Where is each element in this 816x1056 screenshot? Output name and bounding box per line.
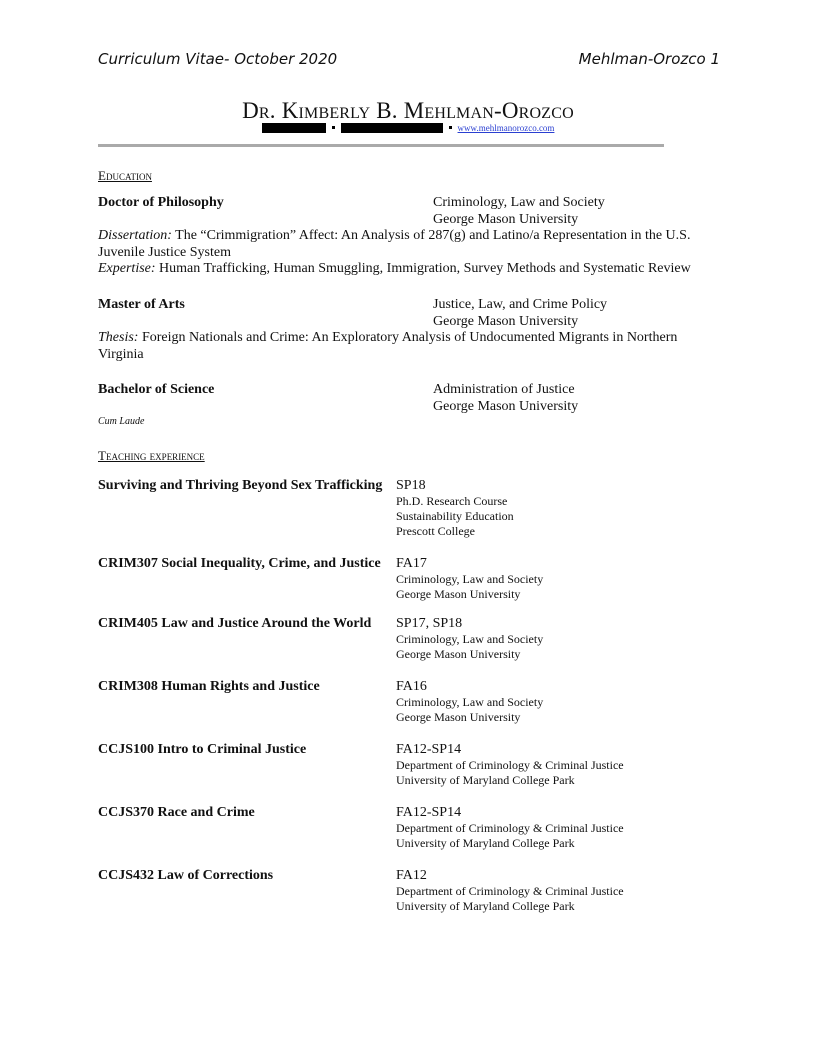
course-details bbox=[396, 821, 624, 851]
course-detail-line: Prescott College bbox=[396, 524, 475, 538]
degree-school: George Mason University bbox=[433, 398, 579, 414]
course-detail-line: Department of Criminology & Criminal Justice bbox=[396, 884, 624, 898]
thesis-text: Foreign Nationals and Crime: An Exploratory Analysis of Undocumented Migrants in Northern Virginia bbox=[98, 330, 678, 362]
expertise-label: Expertise: bbox=[98, 261, 156, 276]
course-detail-line: Department of Criminology & Criminal Justice bbox=[396, 758, 624, 772]
course-detail-line: Sustainability Education bbox=[396, 509, 514, 523]
course-details bbox=[396, 494, 514, 539]
degree-phd: Doctor of Philosophy bbox=[98, 195, 224, 210]
degree-field: Justice, Law, and Crime Policy bbox=[433, 297, 608, 312]
course-term: FA17 bbox=[396, 556, 427, 571]
degree-school: George Mason University bbox=[433, 211, 579, 227]
course-term: SP17, SP18 bbox=[396, 616, 463, 631]
course-detail-line: University of Maryland College Park bbox=[396, 899, 575, 913]
course-title: CRIM308 Human Rights and Justice bbox=[98, 679, 320, 694]
page-title: Dr. Kimberly B. Mehlman-Orozco bbox=[242, 98, 574, 123]
course-term: FA12 bbox=[396, 868, 427, 883]
dissertation-label: Dissertation: bbox=[98, 228, 172, 243]
course-detail-line: Criminology, Law and Society bbox=[396, 695, 544, 709]
course-term: SP18 bbox=[396, 478, 426, 493]
divider bbox=[98, 144, 664, 147]
header-right: Mehlman-Orozco 1 bbox=[578, 50, 720, 68]
course-title: CRIM307 Social Inequality, Crime, and Justice bbox=[98, 556, 381, 571]
degree-bs-info bbox=[433, 382, 578, 415]
course-detail-line: George Mason University bbox=[396, 710, 521, 724]
course-detail-line: University of Maryland College Park bbox=[396, 836, 575, 850]
section-heading-teaching: Teaching experience bbox=[98, 448, 205, 463]
course-detail-line: Criminology, Law and Society bbox=[396, 572, 544, 586]
degree-phd-info bbox=[433, 195, 605, 228]
bullet-icon bbox=[449, 126, 452, 129]
degree-bs: Bachelor of Science bbox=[98, 382, 215, 397]
website-link[interactable]: www.mehlmanorozco.com bbox=[457, 122, 555, 133]
course-title: Surviving and Thriving Beyond Sex Trafficking bbox=[98, 478, 383, 493]
course-title: CRIM405 Law and Justice Around the World bbox=[98, 616, 372, 631]
course-detail-line: Ph.D. Research Course bbox=[396, 494, 508, 508]
course-details bbox=[396, 758, 624, 788]
course-title: CCJS370 Race and Crime bbox=[98, 805, 255, 820]
course-term: FA16 bbox=[396, 679, 427, 694]
expertise bbox=[98, 261, 698, 278]
course-detail-line: Department of Criminology & Criminal Justice bbox=[396, 821, 624, 835]
course-details bbox=[396, 572, 543, 602]
thesis-label: Thesis: bbox=[98, 330, 139, 345]
course-term: FA12-SP14 bbox=[396, 805, 462, 820]
course-detail-line: George Mason University bbox=[396, 647, 521, 661]
dissertation bbox=[98, 228, 698, 261]
section-heading-education: Education bbox=[98, 168, 152, 183]
course-title: CCJS432 Law of Corrections bbox=[98, 868, 274, 883]
dissertation-text: The “Crimmigration” Affect: An Analysis of 287(g) and Latino/a Representation in the U.S. Juvenile Justice System bbox=[98, 228, 691, 260]
redacted-block bbox=[262, 123, 326, 133]
honors: Cum Laude bbox=[98, 416, 145, 427]
degree-field: Administration of Justice bbox=[433, 382, 575, 397]
degree-ma: Master of Arts bbox=[98, 297, 185, 312]
degree-ma-info bbox=[433, 297, 607, 330]
redacted-block bbox=[341, 123, 443, 133]
course-details bbox=[396, 632, 543, 662]
degree-school: George Mason University bbox=[433, 313, 579, 329]
course-term: FA12-SP14 bbox=[396, 742, 462, 757]
degree-field: Criminology, Law and Society bbox=[433, 195, 605, 210]
thesis bbox=[98, 330, 698, 363]
course-detail-line: University of Maryland College Park bbox=[396, 773, 575, 787]
expertise-text: Human Trafficking, Human Smuggling, Immigration, Survey Methods and Systematic Review bbox=[155, 261, 691, 276]
contact-line bbox=[0, 122, 816, 133]
bullet-icon bbox=[332, 126, 335, 129]
course-details bbox=[396, 884, 624, 914]
course-detail-line: George Mason University bbox=[396, 587, 521, 601]
course-details bbox=[396, 695, 543, 725]
course-detail-line: Criminology, Law and Society bbox=[396, 632, 544, 646]
header-left: Curriculum Vitae- October 2020 bbox=[98, 50, 338, 68]
course-title: CCJS100 Intro to Criminal Justice bbox=[98, 742, 307, 757]
